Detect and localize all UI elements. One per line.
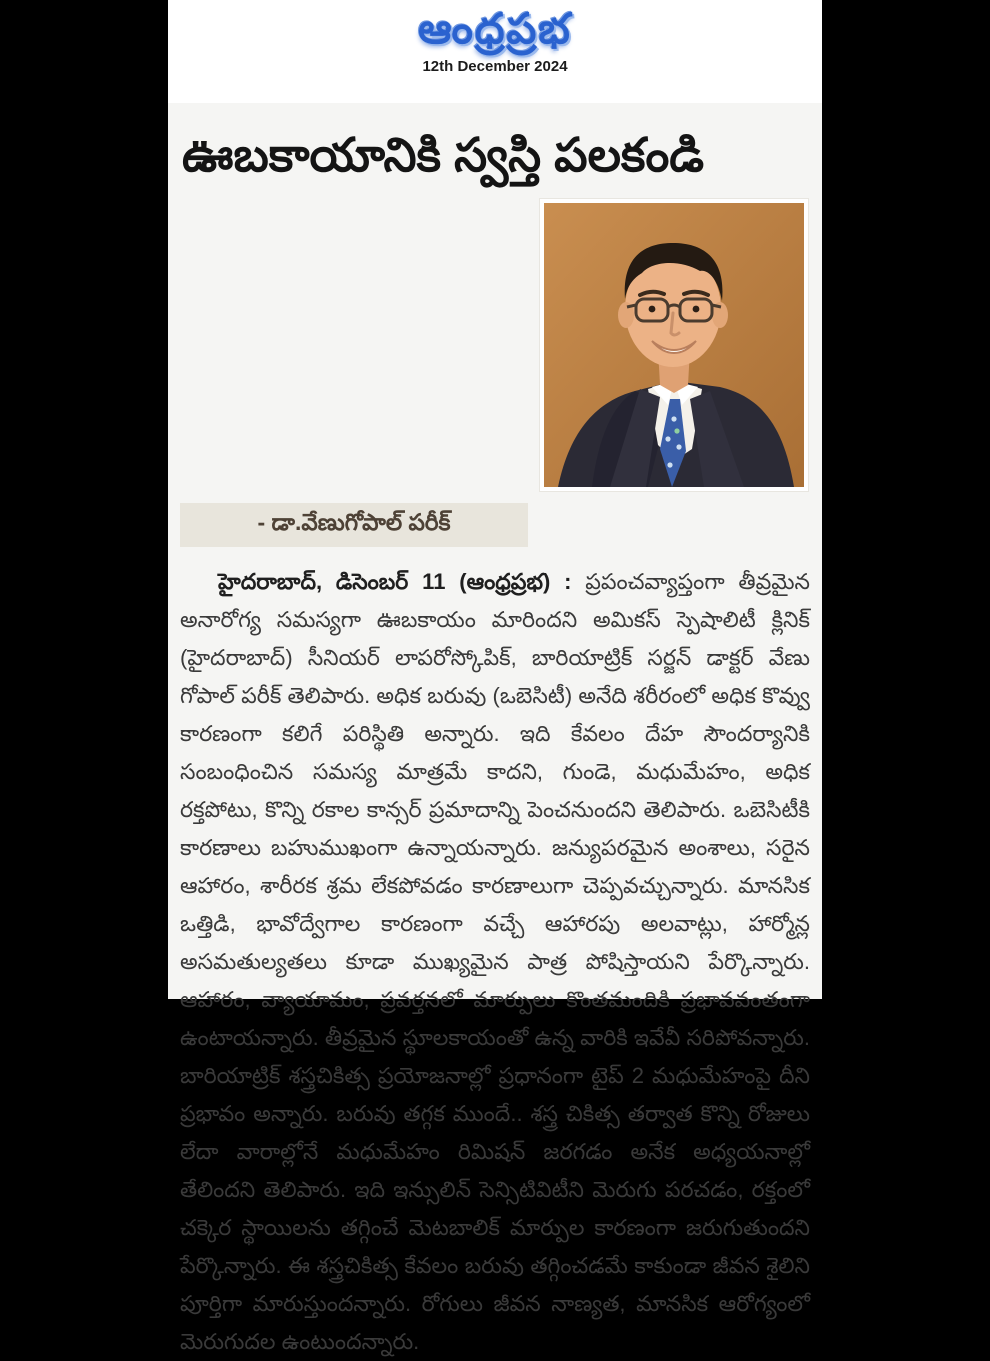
article-text: ప్రపంచవ్యాప్తంగా తీవ్రమైన అనారోగ్య సమస్యగా ఊబకాయం మారిందని అమికస్ స్పెషాలిటీ క్లినిక్ (హైదరాబాద్) సీనియర్ లాపరోస్కోపిక్, బారియాట్రిక్ సర్జన్ డాక్టర్ వేణు గోపాల్ పరీక్ తెలిపారు. అధిక బరువు (ఒబెసిటీ) అనేది శరీరంలో అధిక కొవ్వు కారణంగా కలిగే పరిస్థితి అన్నారు. ఇది కేవలం దేహ సౌందర్యానికి సంబంధించిన సమస్య మాత్రమే కాదని, గుండె, మధుమేహం, అధిక రక్తపోటు, కొన్ని రకాల కాన్సర్ ప్రమాదాన్ని పెంచనుందని తెలిపారు. ఒబెసిటీకి కారణాలు బహుముఖంగా ఉన్నాయన్నారు. జన్యుపరమైన అంశాలు, సరైన ఆహారం, శారీరక శ్రమ లేకపోవడం కారణాలుగా చెప్పవచ్చున్నారు. మానసిక ఒత్తిడి, భావోద్వేగాల కారణంగా వచ్చే ఆహారపు అలవాట్లు, హార్మోన్ల అసమతుల్యతలు కూడా ముఖ్యమైన పాత్ర పోషిస్తాయని పేర్కొన్నారు. ఆహారం, వ్యాయామం, ప్రవర్తనలో మార్పులు కొంతమందికి ప్రభావవంతంగా ఉంటాయన్నారు. తీవ్రమైన స్థూలకాయంతో ఉన్న వారికి ఇవేవీ సరిపోవన్నారు. బారియాట్రిక్ శస్త్రచికిత్స ప్రయోజనాల్లో ప్రధానంగా టైప్ 2 మధుమేహంపై దీని ప్రభావం అన్నారు. బరువు తగ్గక ముందే.. శస్త్ర చికిత్స తర్వాత కొన్ని రోజులు లేదా వారాల్లోనే మధుమేహం రిమిషన్ జరగడం అనేక అధ్యయనాల్లో తేలిందని తెలిపారు. ఇది ఇన్సులిన్ సెన్సిటివిటీని మెరుగు పరచడం, రక్తంలో చక్కెర స్థాయిలను తగ్గించే మెటబాలిక్ మార్పుల కారణంగా జరుగుతుందని పేర్కొన్నారు. ఈ శస్త్రచికిత్స కేవలం బరువు తగ్గించడమే కాకుండా జీవన శైలిని పూర్తిగా మారుస్తుందన్నారు. రోగులు జీవన నాణ్యత, మానసిక ఆరోగ్యంలో మెరుగుదల ఉంటుందన్నారు. xyxy=(180,569,810,1355)
article-body xyxy=(180,199,810,1361)
article xyxy=(168,103,822,1355)
newspaper-clipping xyxy=(168,0,822,1355)
byline-box xyxy=(180,503,528,547)
article-headline: ఊబకాయానికి స్వస్తి పలకండి xyxy=(182,128,705,181)
doctor-portrait-illustration xyxy=(540,199,808,491)
newspaper-logo: ఆంధ్రప్రభ xyxy=(418,5,572,52)
masthead xyxy=(168,0,822,103)
doctor-photo xyxy=(540,199,808,491)
byline-author: - డా.వేణుగోపాల్ పరీక్ xyxy=(257,508,451,535)
publication-date: 12th December 2024 xyxy=(422,58,568,76)
dateline: హైదరాబాద్, డిసెంబర్ 11 (ఆంధ్రప్రభ) : xyxy=(218,569,586,595)
article-paragraph xyxy=(180,563,810,1361)
